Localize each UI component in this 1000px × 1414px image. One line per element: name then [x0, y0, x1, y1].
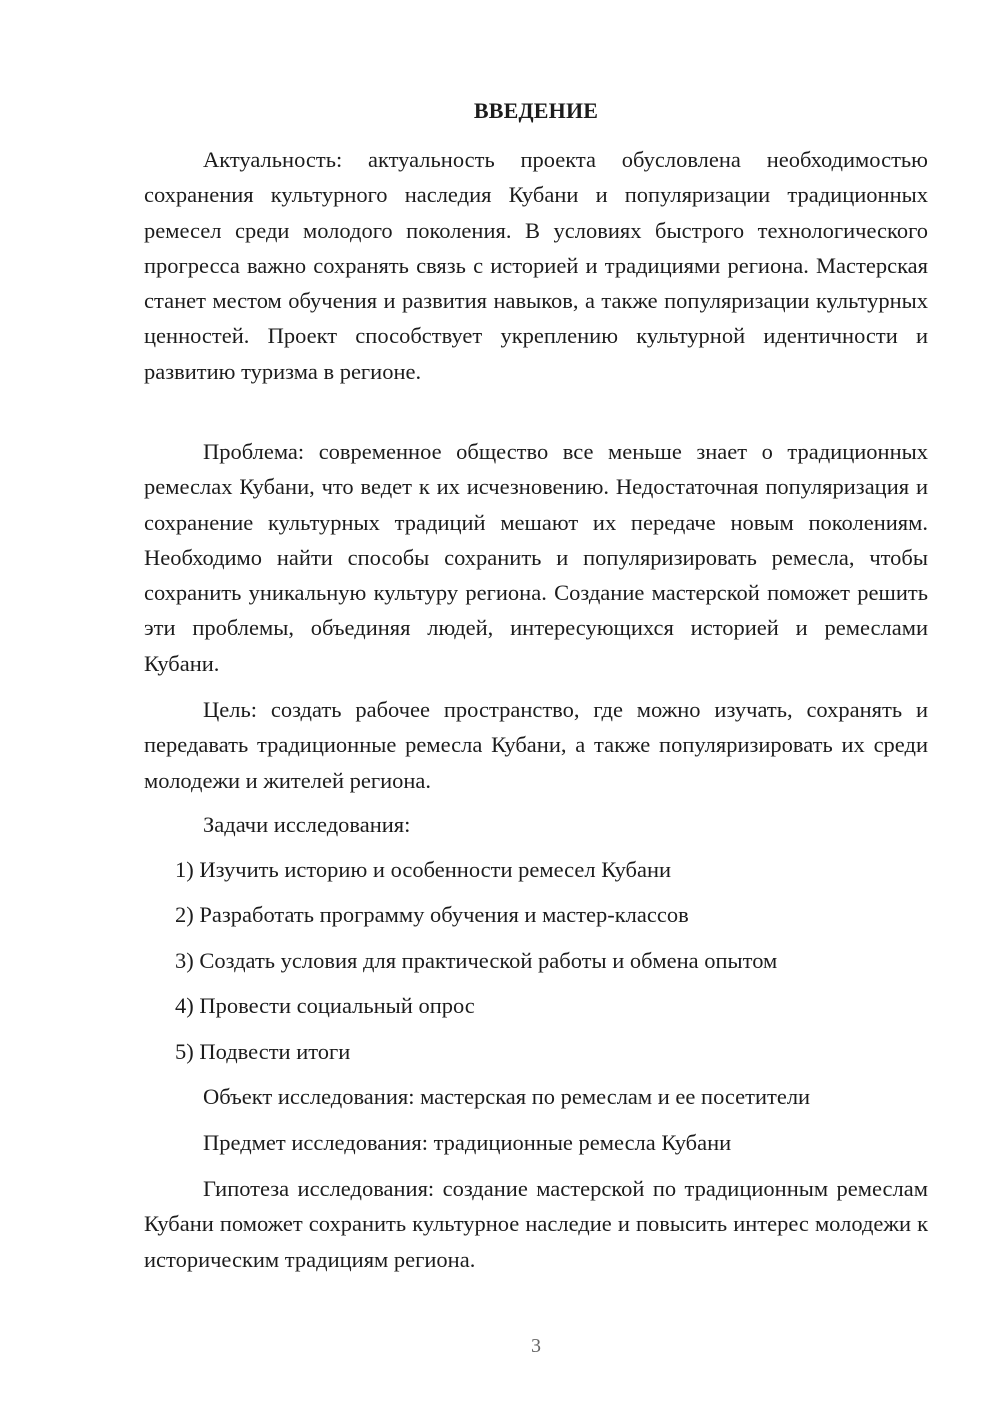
relevance-paragraph: Актуальность: актуальность проекта обусловлена необходимостью сохранения культурного наследия Кубани и популяризации традиционных ремесел среди молодого поколения. В условиях быстрого технологического прогресса важно сохранять связь с историей и традициями региона. Мастерская станет местом обучения и развития навыков, а также популяризации культурных ценностей. Проект способствует укреплению культурной идентичности и развитию туризма в регионе.: [144, 147, 928, 384]
hypothesis-paragraph: Гипотеза исследования: создание мастерской по традиционным ремеслам Кубани поможет сохранить культурное наследие и повысить интерес молодежи к историческим традициям региона.: [144, 1176, 928, 1272]
problem-paragraph: Проблема: современное общество все меньше знает о традиционных ремеслах Кубани, что ведет к их исчезновению. Недостаточная популяризация и сохранение культурных традиций мешают их передаче новым поколениям. Необходимо найти способы сохранить и популяризировать ремесла, чтобы сохранить уникальную культуру региона. Создание мастерской поможет решить эти проблемы, объединяя людей, интересующихся историей и ремеслами Кубани.: [144, 439, 928, 676]
task-item: 2) Разработать программу обучения и мастер-классов: [175, 902, 689, 927]
goal-paragraph: Цель: создать рабочее пространство, где можно изучать, сохранять и передавать традиционные ремесла Кубани, а также популяризировать их среди молодежи и жителей региона.: [144, 697, 928, 793]
task-item: 1) Изучить историю и особенности ремесел Кубани: [175, 857, 672, 882]
page-number: 3: [531, 1335, 541, 1357]
task-item: 4) Провести социальный опрос: [175, 993, 475, 1018]
task-item: 3) Создать условия для практической работы и обмена опытом: [175, 948, 778, 973]
research-object: Объект исследования: мастерская по ремеслам и ее посетители: [203, 1084, 811, 1109]
tasks-title: Задачи исследования:: [203, 812, 411, 837]
section-heading: ВВЕДЕНИЕ: [473, 98, 599, 123]
task-item: 5) Подвести итоги: [175, 1039, 351, 1064]
research-subject: Предмет исследования: традиционные ремесла Кубани: [203, 1130, 732, 1155]
